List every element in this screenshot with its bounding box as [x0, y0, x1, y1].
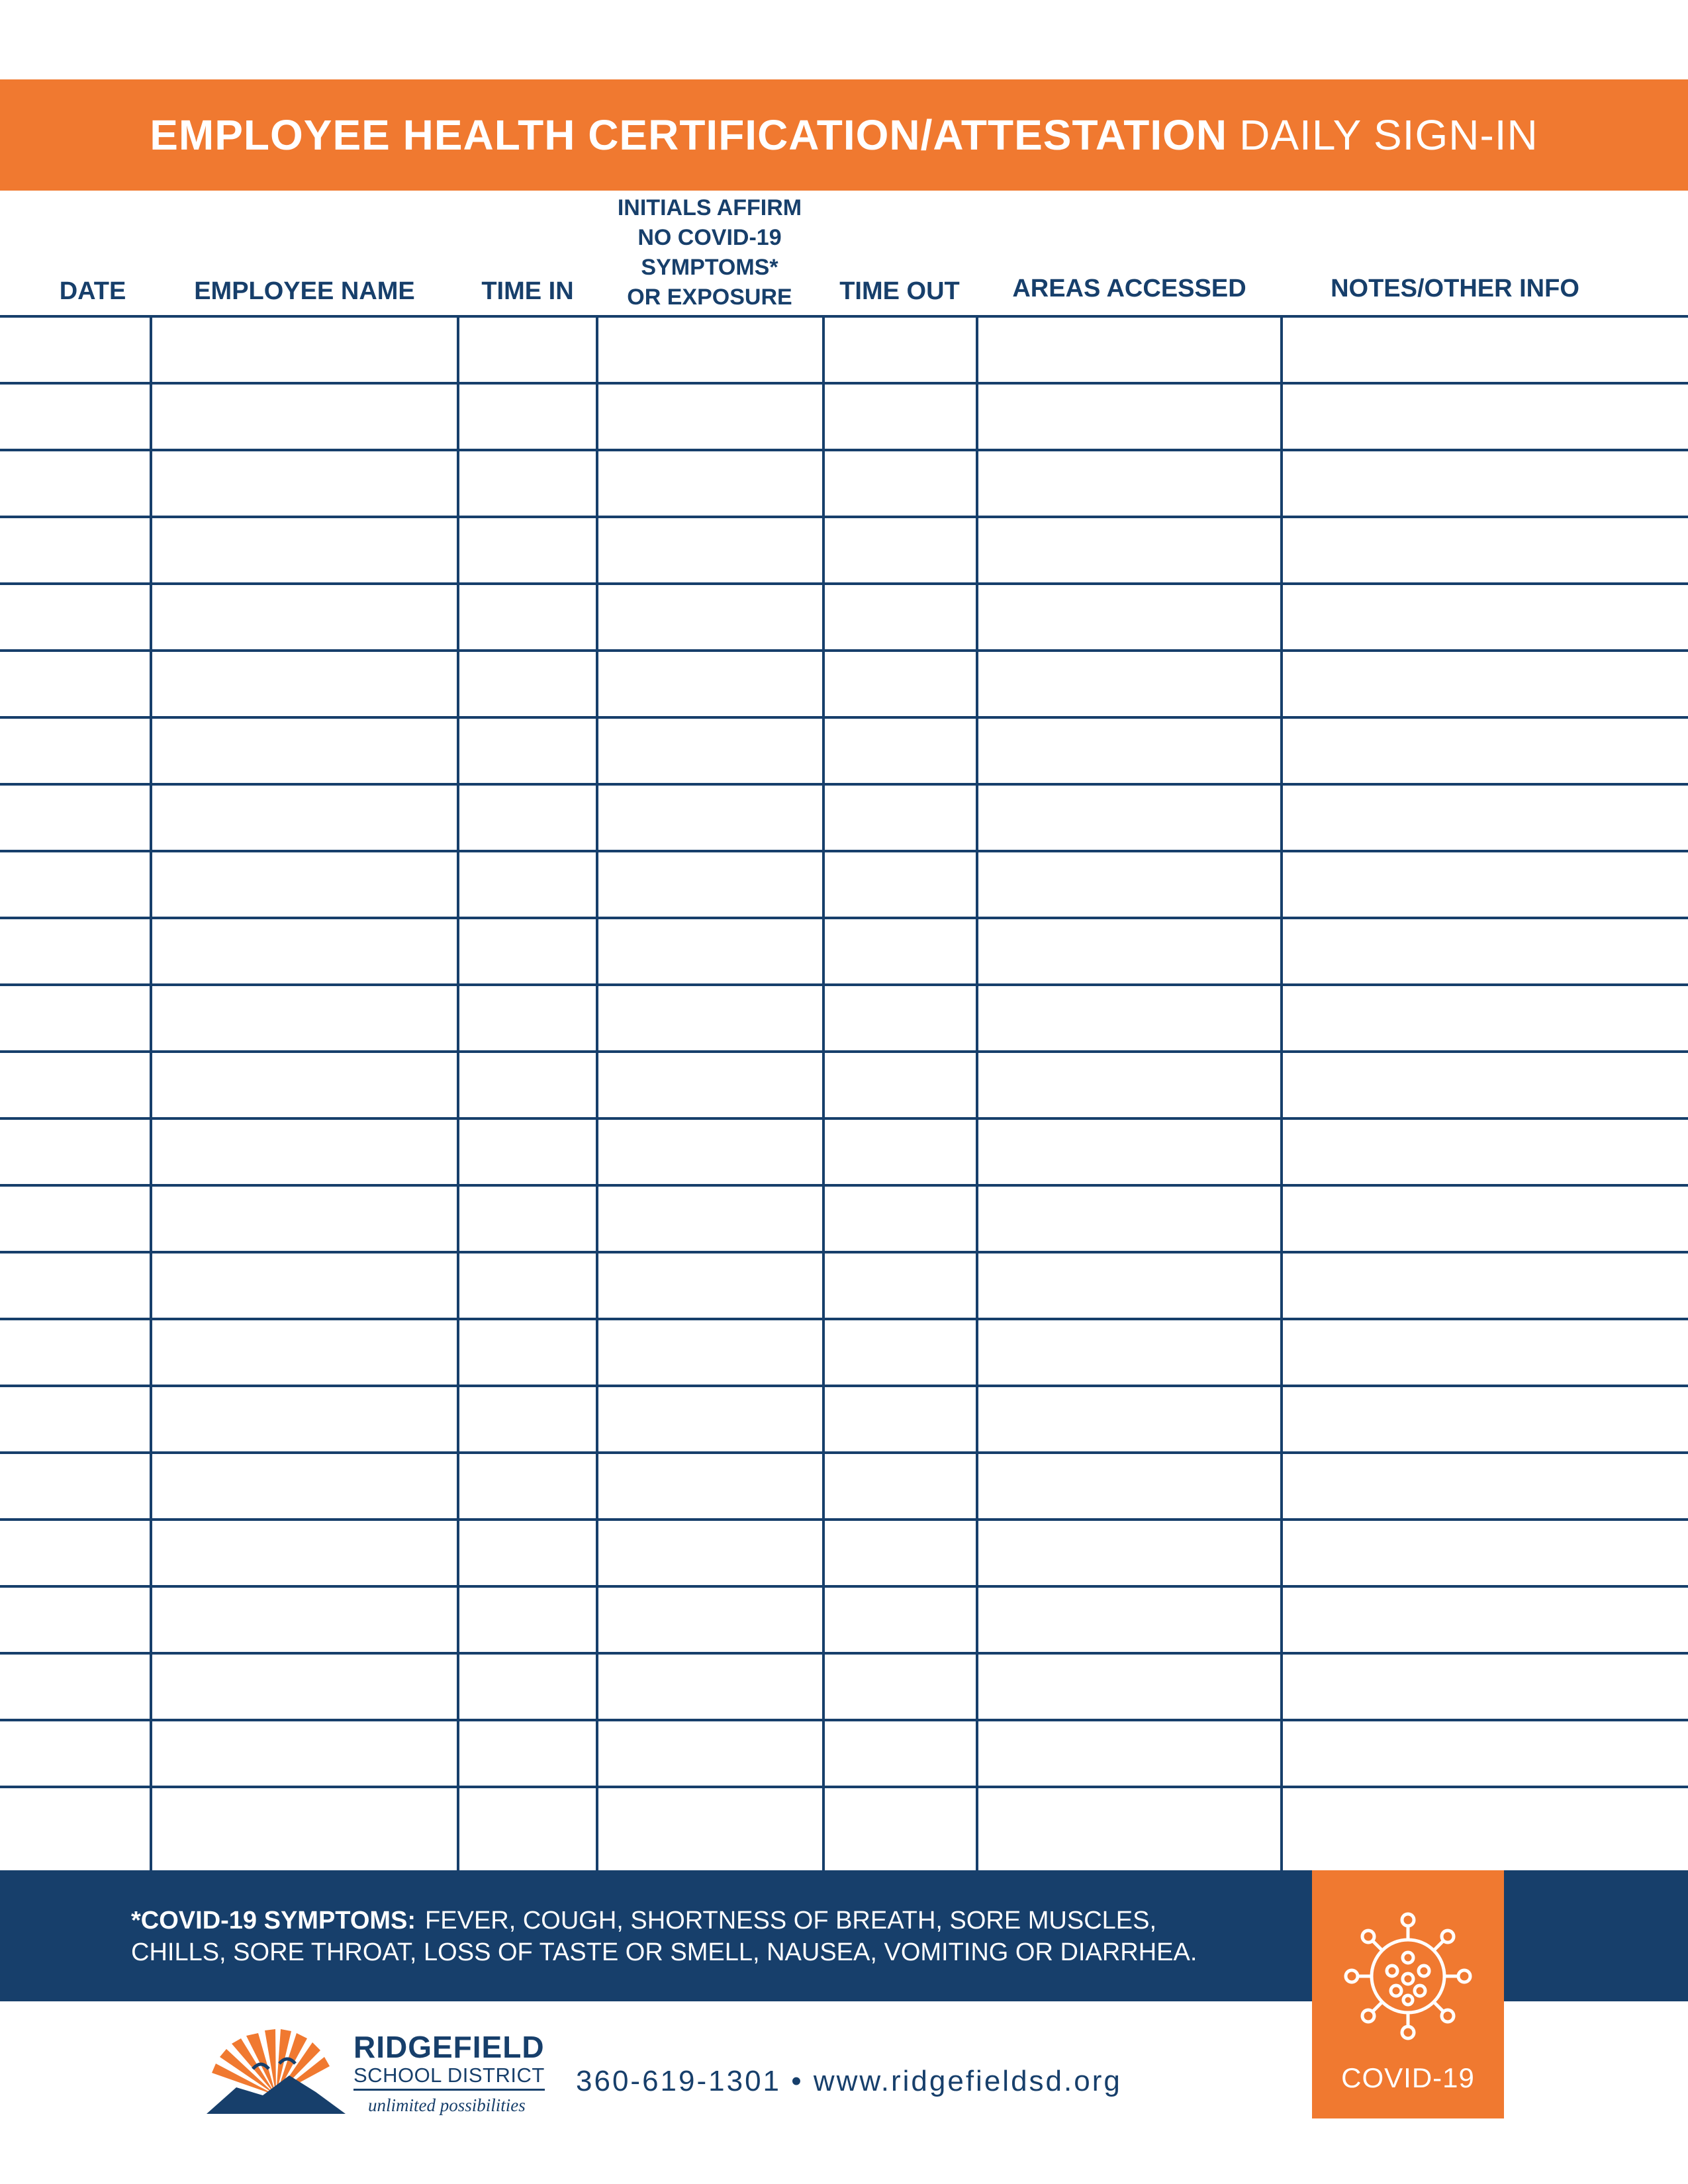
header-notes: NOTES/OTHER INFO [1331, 275, 1579, 302]
header-initials [597, 193, 822, 312]
symptoms-lead: *COVID-19 SYMPTOMS: [131, 1907, 416, 1934]
header-initials-line3: SYMPTOMS* [641, 255, 778, 280]
table-row-line [0, 1251, 1688, 1253]
title-banner [0, 79, 1688, 191]
table-row-line [0, 1318, 1688, 1320]
header-areas-accessed: AREAS ACCESSED [1012, 275, 1246, 302]
contact-info: 360-619-1301 • www.ridgefieldsd.org [576, 2065, 1122, 2097]
table-row-line [0, 382, 1688, 385]
table-row-line [0, 783, 1688, 786]
table-row-line [0, 649, 1688, 652]
title-light: DAILY SIGN-IN [1239, 111, 1538, 159]
header-employee-name: EMPLOYEE NAME [194, 277, 415, 305]
virus-icon [1342, 1910, 1474, 2042]
table-row-line [0, 1786, 1688, 1788]
table-row-line [0, 1451, 1688, 1454]
title-bold: EMPLOYEE HEALTH CERTIFICATION/ATTESTATION [150, 111, 1228, 159]
table-row-line [0, 1184, 1688, 1187]
table-row-line [0, 516, 1688, 518]
org-tagline: unlimited possibilities [368, 2095, 526, 2115]
table-row-line [0, 1585, 1688, 1588]
table-row-line [0, 1518, 1688, 1521]
table-column-line [976, 315, 978, 1870]
header-time-in: TIME IN [481, 277, 574, 305]
covid-badge-label: COVID-19 [1341, 2062, 1475, 2093]
symptoms-list-1: FEVER, COUGH, SHORTNESS OF BREATH, SORE MUSCLES, [425, 1907, 1157, 1934]
table-column-line [822, 315, 825, 1870]
table-row-line [0, 449, 1688, 451]
table-row-line [0, 1117, 1688, 1120]
ridgefield-logo [207, 2029, 564, 2115]
table-row-line [0, 983, 1688, 986]
table-row-line [0, 716, 1688, 719]
header-initials-line2: NO COVID-19 [637, 225, 782, 250]
table-row-line [0, 1050, 1688, 1053]
table-row-line [0, 1652, 1688, 1655]
org-name: RIDGEFIELD [353, 2030, 545, 2064]
header-initials-line1: INITIALS AFFIRM [617, 195, 802, 220]
table-column-line [596, 315, 598, 1870]
header-date: DATE [59, 277, 126, 305]
table-row-line [0, 315, 1688, 318]
symptoms-line1 [131, 1905, 1323, 1936]
header-initials-line4: OR EXPOSURE [627, 285, 792, 310]
covid-badge [1312, 1870, 1504, 2118]
table-column-line [1280, 315, 1283, 1870]
table-row-line [0, 850, 1688, 852]
symptoms-list-2: CHILLS, SORE THROAT, LOSS OF TASTE OR SMELL, NAUSEA, VOMITING OR DIARRHEA. [131, 1938, 1197, 1966]
symptoms-text [131, 1905, 1323, 1968]
table-row-line [0, 1385, 1688, 1387]
table-row-line [0, 582, 1688, 585]
ridgefield-logo-icon [207, 2029, 346, 2115]
org-subtitle: SCHOOL DISTRICT [353, 2064, 545, 2091]
table-row-line [0, 1719, 1688, 1721]
table-column-line [150, 315, 152, 1870]
table-column-line [457, 315, 459, 1870]
table-row-line [0, 917, 1688, 919]
header-time-out: TIME OUT [839, 277, 960, 305]
